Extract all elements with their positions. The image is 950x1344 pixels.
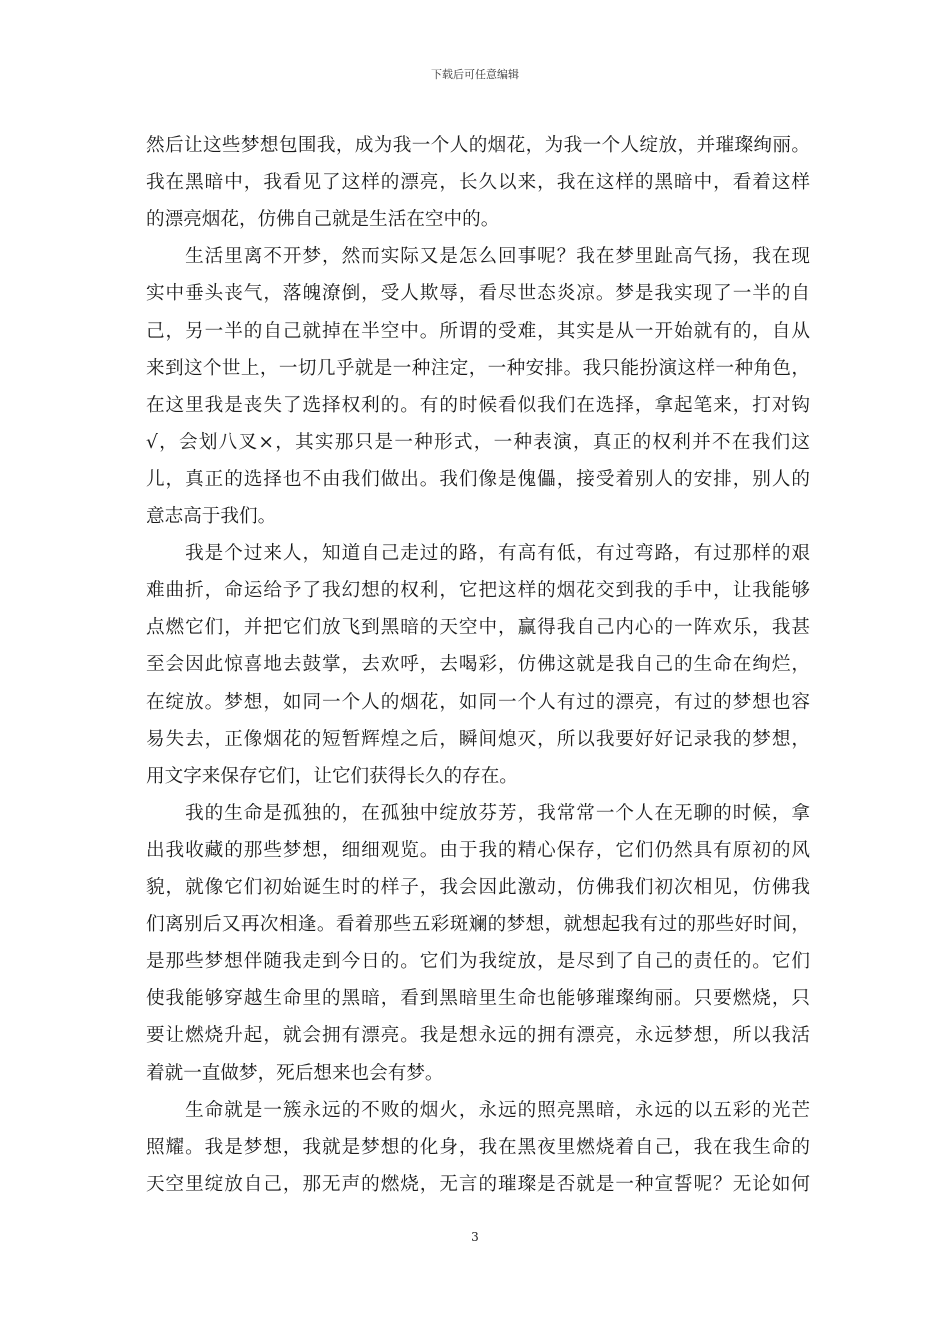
- text-line: 意志高于我们。: [146, 506, 277, 527]
- text-line: √，会划八叉×，其实那只是一种形式，一种表演，真正的权利并不在我们这: [146, 431, 810, 453]
- text-line: 的漂亮烟花，仿佛自己就是生活在空中的。: [146, 209, 500, 231]
- text-line: 是那些梦想伴随我走到今日的。它们为我绽放，是尽到了自己的责任的。它们: [146, 951, 810, 973]
- text-line: 生命就是一簇永远的不败的烟火，永远的照亮黑暗，永远的以五彩的光芒: [146, 1099, 810, 1121]
- page-number: 3: [471, 1230, 479, 1244]
- text-line: 貌，就像它们初始诞生时的样子，我会因此激动，仿佛我们初次相见，仿佛我: [146, 877, 810, 898]
- text-line: 儿，真正的选择也不由我们做出。我们像是傀儡，接受着别人的安排，别人的: [146, 468, 810, 490]
- text-line: 们离别后又再次相逢。看着那些五彩斑斓的梦想，就想起我有过的那些好时间，: [146, 914, 810, 936]
- text-line: 来到这个世上，一切几乎就是一种注定，一种安排。我只能扮演这样一种角色，: [146, 357, 810, 379]
- text-line: 要让燃烧升起，就会拥有漂亮。我是想永远的拥有漂亮，永远梦想，所以我活: [146, 1025, 810, 1047]
- text-line: 用文字来保存它们，让它们获得长久的存在。: [146, 765, 518, 787]
- text-line: 使我能够穿越生命里的黑暗，看到黑暗里生命也能够璀璨绚丽。只要燃烧，只: [146, 988, 810, 1010]
- text-line: 至会因此惊喜地去鼓掌，去欢呼，去喝彩，仿佛这就是我自己的生命在绚烂，: [146, 654, 810, 676]
- text-line: 着就一直做梦，死后想来也会有梦。: [146, 1062, 444, 1084]
- text-line: 点燃它们，并把它们放飞到黑暗的天空中，赢得我自己内心的一阵欢乐，我甚: [146, 617, 810, 639]
- text-line: 实中垂头丧气，落魄潦倒，受人欺辱，看尽世态炎凉。梦是我实现了一半的自: [146, 283, 810, 305]
- text-line: 我在黑暗中，我看见了这样的漂亮，长久以来，我在这样的黑暗中，看着这样: [146, 172, 810, 194]
- text-line: 易失去，正像烟花的短暂辉煌之后，瞬间熄灭，所以我要好好记录我的梦想，: [146, 728, 810, 750]
- text-line: 在这里我是丧失了选择权利的。有的时候看似我们在选择，拿起笔来，打对钩: [146, 394, 810, 416]
- text-line: 难曲折，命运给予了我幻想的权利，它把这样的烟花交到我的手中，让我能够: [146, 580, 810, 602]
- text-line: 在绽放。梦想，如同一个人的烟花，如同一个人有过的漂亮，有过的梦想也容: [146, 691, 810, 713]
- text-line: 天空里绽放自己，那无声的燃烧，无言的璀璨是否就是一种宣誓呢？无论如何: [146, 1173, 810, 1195]
- page-header: 下载后可任意编辑: [431, 68, 519, 81]
- text-line: 然后让这些梦想包围我，成为我一个人的烟花，为我一个人绽放，并璀璨绚丽。: [146, 135, 810, 156]
- text-line: 我是个过来人，知道自己走过的路，有高有低，有过弯路，有过那样的艰: [146, 543, 810, 565]
- text-line: 我的生命是孤独的，在孤独中绽放芬芳，我常常一个人在无聊的时候，拿: [146, 802, 810, 824]
- text-line: 照耀。我是梦想，我就是梦想的化身，我在黑夜里燃烧着自己，我在我生命的: [146, 1136, 810, 1158]
- text-line: 生活里离不开梦，然而实际又是怎么回事呢？我在梦里趾高气扬，我在现: [146, 246, 810, 268]
- text-line: 己，另一半的自己就掉在半空中。所谓的受难，其实是从一开始就有的，自从: [146, 320, 810, 342]
- text-line: 出我收藏的那些梦想，细细观览。由于我的精心保存，它们仍然具有原初的风: [146, 839, 810, 861]
